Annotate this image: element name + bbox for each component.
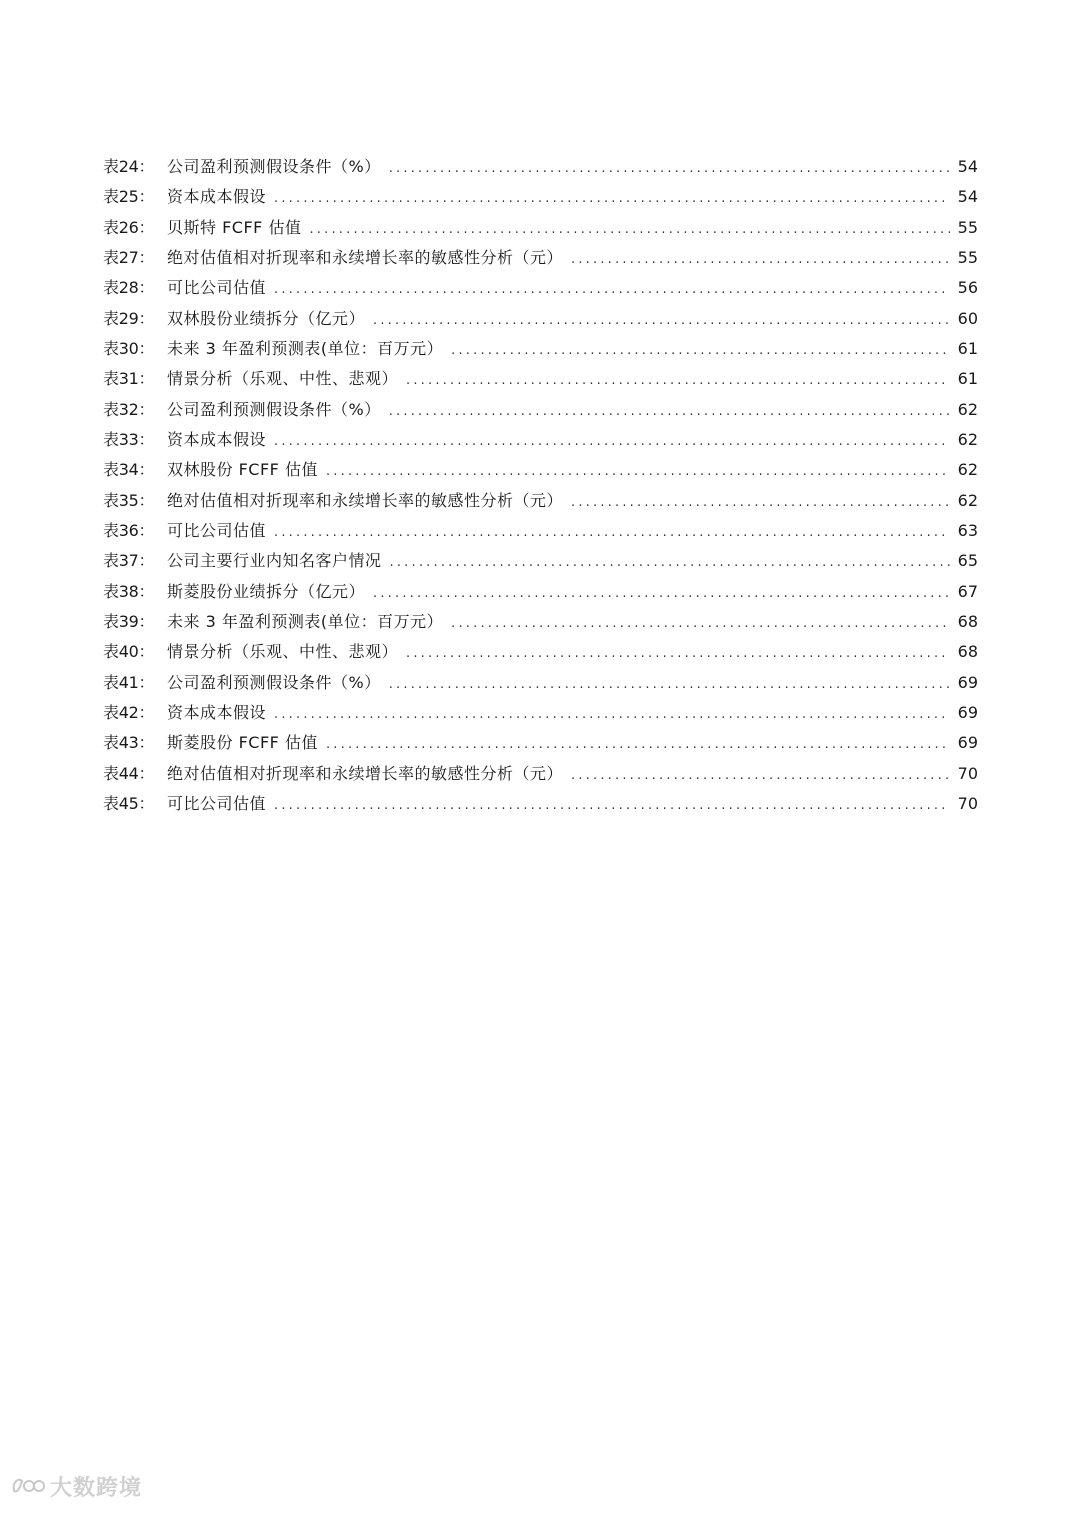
toc-dot-leader [571, 488, 950, 518]
toc-entry[interactable] [103, 304, 978, 334]
toc-entry-title: 公司盈利预测假设条件（%） [167, 672, 381, 692]
toc-entry-label: 表28： [103, 278, 155, 298]
toc-entry-title: 绝对估值相对折现率和永续增长率的敏感性分析（元） [167, 763, 564, 783]
toc-entry-title: 可比公司估值 [167, 520, 267, 540]
toc-entry[interactable] [103, 455, 978, 485]
toc-dot-leader [406, 366, 950, 396]
toc-dot-leader [451, 336, 950, 366]
toc-entry-title: 未来 3 年盈利预测表(单位：百万元） [167, 338, 444, 358]
toc-entry-title: 可比公司估值 [167, 278, 267, 298]
toc-dot-leader [389, 154, 950, 184]
toc-entry-label: 表42： [103, 702, 155, 722]
toc-dot-leader [389, 670, 950, 700]
toc-entry-page: 62 [957, 399, 978, 419]
toc-entry[interactable] [103, 364, 978, 394]
toc-entry-page: 55 [957, 217, 978, 237]
toc-entry-label: 表33： [103, 429, 155, 449]
toc-dot-leader [309, 215, 950, 245]
toc-dot-leader [274, 275, 950, 305]
toc-entry-page: 54 [957, 157, 978, 176]
toc-entry-page: 70 [957, 763, 978, 783]
toc-entry-label: 表30： [103, 338, 155, 358]
toc-entry-label: 表32： [103, 399, 155, 419]
toc-entry-page: 55 [957, 247, 978, 267]
toc-entry[interactable] [103, 759, 978, 789]
toc-entry-page: 69 [957, 672, 978, 692]
toc-entry-title: 资本成本假设 [167, 429, 267, 449]
toc-entry-page: 68 [957, 642, 978, 662]
toc-entry[interactable] [103, 577, 978, 607]
toc-entry[interactable] [103, 152, 978, 182]
toc-entry-label: 表35： [103, 490, 155, 510]
toc-entry-label: 表36： [103, 520, 155, 540]
toc-dot-leader [373, 306, 950, 336]
toc-entry-label: 表34： [103, 460, 155, 480]
toc-entry-page: 63 [957, 520, 978, 540]
toc-entry-page: 69 [957, 702, 978, 722]
toc-entry-page: 69 [957, 733, 978, 753]
toc-entry[interactable] [103, 698, 978, 728]
toc-entry[interactable] [103, 607, 978, 637]
toc-entry-label: 表39： [103, 611, 155, 631]
toc-dot-leader [326, 457, 950, 487]
toc-dot-leader [274, 518, 950, 548]
toc-entry-title: 资本成本假设 [167, 702, 267, 722]
toc-entry-title: 双林股份业绩拆分（亿元） [167, 308, 366, 328]
toc-entry-page: 54 [957, 187, 978, 207]
toc-entry-title: 未来 3 年盈利预测表(单位：百万元） [167, 611, 444, 631]
toc-entry-page: 62 [957, 460, 978, 480]
toc-entry-title: 斯菱股份业绩拆分（亿元） [167, 581, 366, 601]
toc-entry-page: 65 [957, 551, 978, 571]
toc-entry-title: 资本成本假设 [167, 187, 267, 207]
toc-entry-label: 表25： [103, 187, 155, 207]
toc-entry[interactable] [103, 273, 978, 303]
toc-entry[interactable] [103, 182, 978, 212]
toc-entry-label: 表29： [103, 308, 155, 328]
toc-dot-leader [390, 548, 950, 578]
toc-entry-label: 表40： [103, 642, 155, 662]
toc-dot-leader [451, 609, 950, 639]
toc-entry-title: 公司主要行业内知名客户情况 [167, 551, 382, 571]
toc-entry-label: 表41： [103, 672, 155, 692]
toc-entry-title: 双林股份 FCFF 估值 [167, 460, 318, 480]
toc-entry[interactable] [103, 637, 978, 667]
toc-entry-title: 公司盈利预测假设条件（%） [167, 399, 381, 419]
toc-dot-leader [373, 579, 950, 609]
toc-entry-page: 70 [957, 793, 978, 813]
toc-entry-page: 67 [957, 581, 978, 601]
toc-entry-title: 公司盈利预测假设条件（%） [167, 157, 381, 176]
toc-entry[interactable] [103, 728, 978, 758]
toc-entry-title: 可比公司估值 [167, 793, 267, 813]
table-of-contents [103, 152, 978, 819]
toc-entry-page: 62 [957, 490, 978, 510]
toc-entry[interactable] [103, 243, 978, 273]
toc-entry[interactable] [103, 425, 978, 455]
toc-entry-page: 68 [957, 611, 978, 631]
toc-entry-title: 绝对估值相对折现率和永续增长率的敏感性分析（元） [167, 247, 564, 267]
toc-dot-leader [274, 427, 950, 457]
toc-dot-leader [274, 184, 950, 214]
toc-entry[interactable] [103, 395, 978, 425]
toc-entry-title: 情景分析（乐观、中性、悲观） [167, 369, 399, 389]
toc-entry-page: 61 [957, 338, 978, 358]
toc-entry-title: 贝斯特 FCFF 估值 [167, 217, 302, 237]
toc-entry-label: 表27： [103, 247, 155, 267]
toc-entry[interactable] [103, 668, 978, 698]
toc-entry-page: 60 [957, 308, 978, 328]
toc-entry-label: 表26： [103, 217, 155, 237]
toc-entry-label: 表31： [103, 369, 155, 389]
toc-entry-title: 绝对估值相对折现率和永续增长率的敏感性分析（元） [167, 490, 564, 510]
toc-entry-label: 表43： [103, 733, 155, 753]
toc-entry-label: 表44： [103, 763, 155, 783]
toc-entry[interactable] [103, 789, 978, 819]
toc-entry-label: 表37： [103, 551, 155, 571]
watermark-text: 大数跨境 [50, 1475, 143, 1501]
toc-entry[interactable] [103, 516, 978, 546]
toc-entry-label: 表38： [103, 581, 155, 601]
toc-dot-leader [274, 791, 950, 821]
toc-entry-label: 表45： [103, 793, 155, 813]
toc-dot-leader [274, 700, 950, 730]
toc-entry-page: 56 [957, 278, 978, 298]
toc-entry-label: 表24： [103, 157, 155, 176]
toc-entry[interactable] [103, 213, 978, 243]
toc-entry-page: 62 [957, 429, 978, 449]
toc-entry-title: 斯菱股份 FCFF 估值 [167, 733, 318, 753]
watermark [10, 1471, 142, 1501]
toc-dot-leader [571, 761, 950, 791]
toc-dot-leader [406, 639, 950, 669]
toc-entry[interactable] [103, 546, 978, 576]
toc-dot-leader [326, 730, 950, 760]
toc-entry[interactable] [103, 334, 978, 364]
toc-entry-page: 61 [957, 369, 978, 389]
toc-entry[interactable] [103, 486, 978, 516]
toc-dot-leader [571, 245, 950, 275]
brand-logo-icon [10, 1473, 46, 1499]
toc-entry-title: 情景分析（乐观、中性、悲观） [167, 642, 399, 662]
toc-dot-leader [389, 397, 950, 427]
